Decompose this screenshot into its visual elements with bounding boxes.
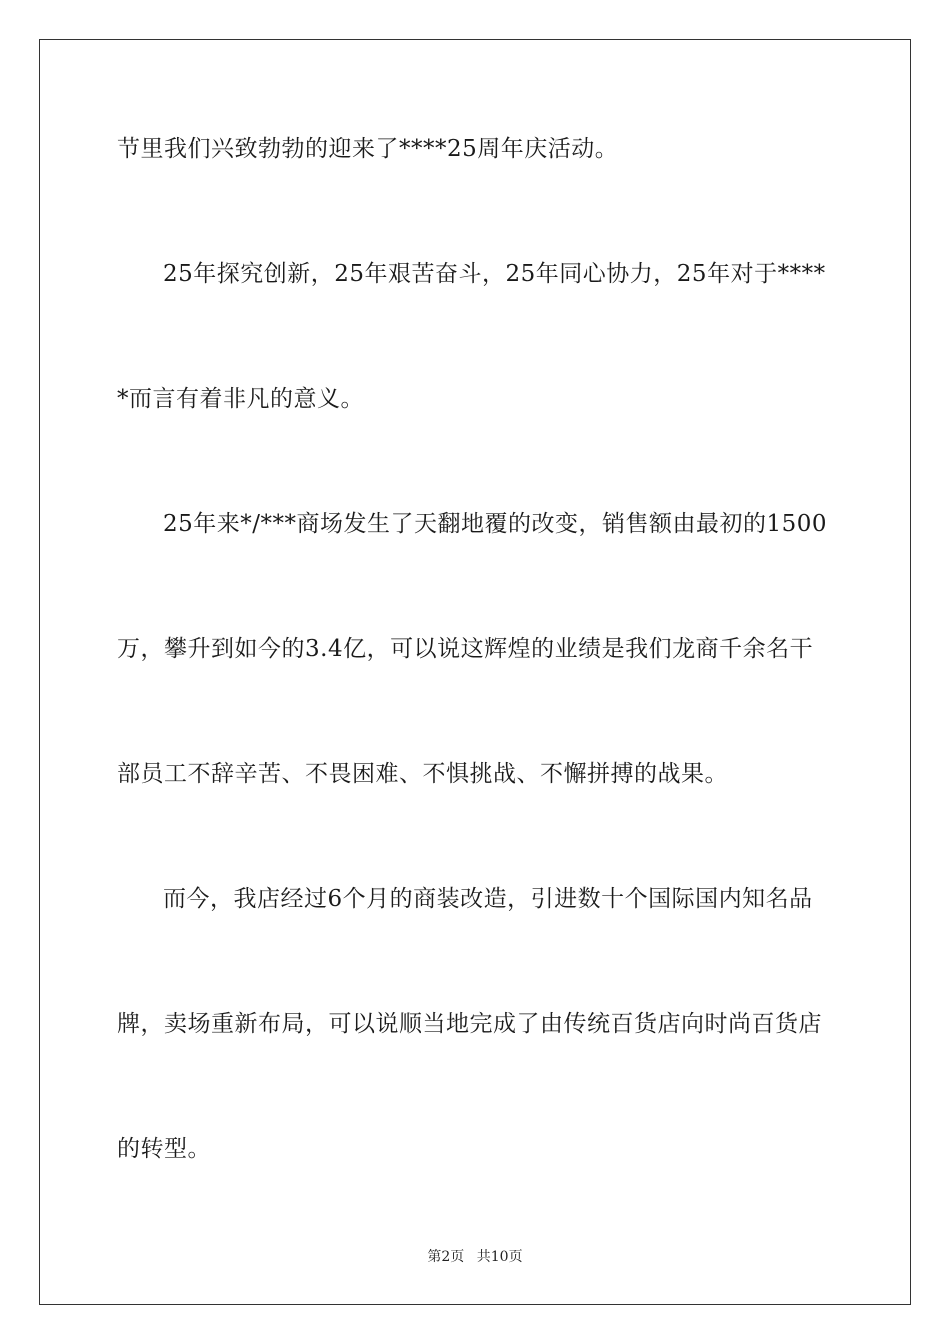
paragraph-line: 万，攀升到如今的3.4亿，可以说这辉煌的业绩是我们龙商千余名干 bbox=[117, 636, 814, 662]
paragraph-line: *而言有着非凡的意义。 bbox=[117, 386, 364, 412]
paragraph-line: 牌，卖场重新布局，可以说顺当地完成了由传统百货店向时尚百货店 bbox=[117, 1011, 822, 1037]
page-number: 第2页 bbox=[427, 1249, 465, 1265]
paragraph-line: 25年来*/***商场发生了天翻地覆的改变，销售额由最初的1500 bbox=[163, 511, 828, 537]
paragraph-line: 的转型。 bbox=[117, 1136, 211, 1162]
page-footer bbox=[0, 1246, 950, 1266]
paragraph-line: 而今，我店经过6个月的商装改造，引进数十个国际国内知名品 bbox=[163, 886, 813, 912]
paragraph-line: 25年探究创新，25年艰苦奋斗，25年同心协力，25年对于**** bbox=[163, 261, 826, 287]
page-total: 共10页 bbox=[476, 1249, 523, 1265]
page-border bbox=[39, 39, 911, 1305]
paragraph-line: 节里我们兴致勃勃的迎来了****25周年庆活动。 bbox=[117, 136, 619, 162]
paragraph-line: 部员工不辞辛苦、不畏困难、不惧挑战、不懈拼搏的战果。 bbox=[117, 761, 728, 787]
